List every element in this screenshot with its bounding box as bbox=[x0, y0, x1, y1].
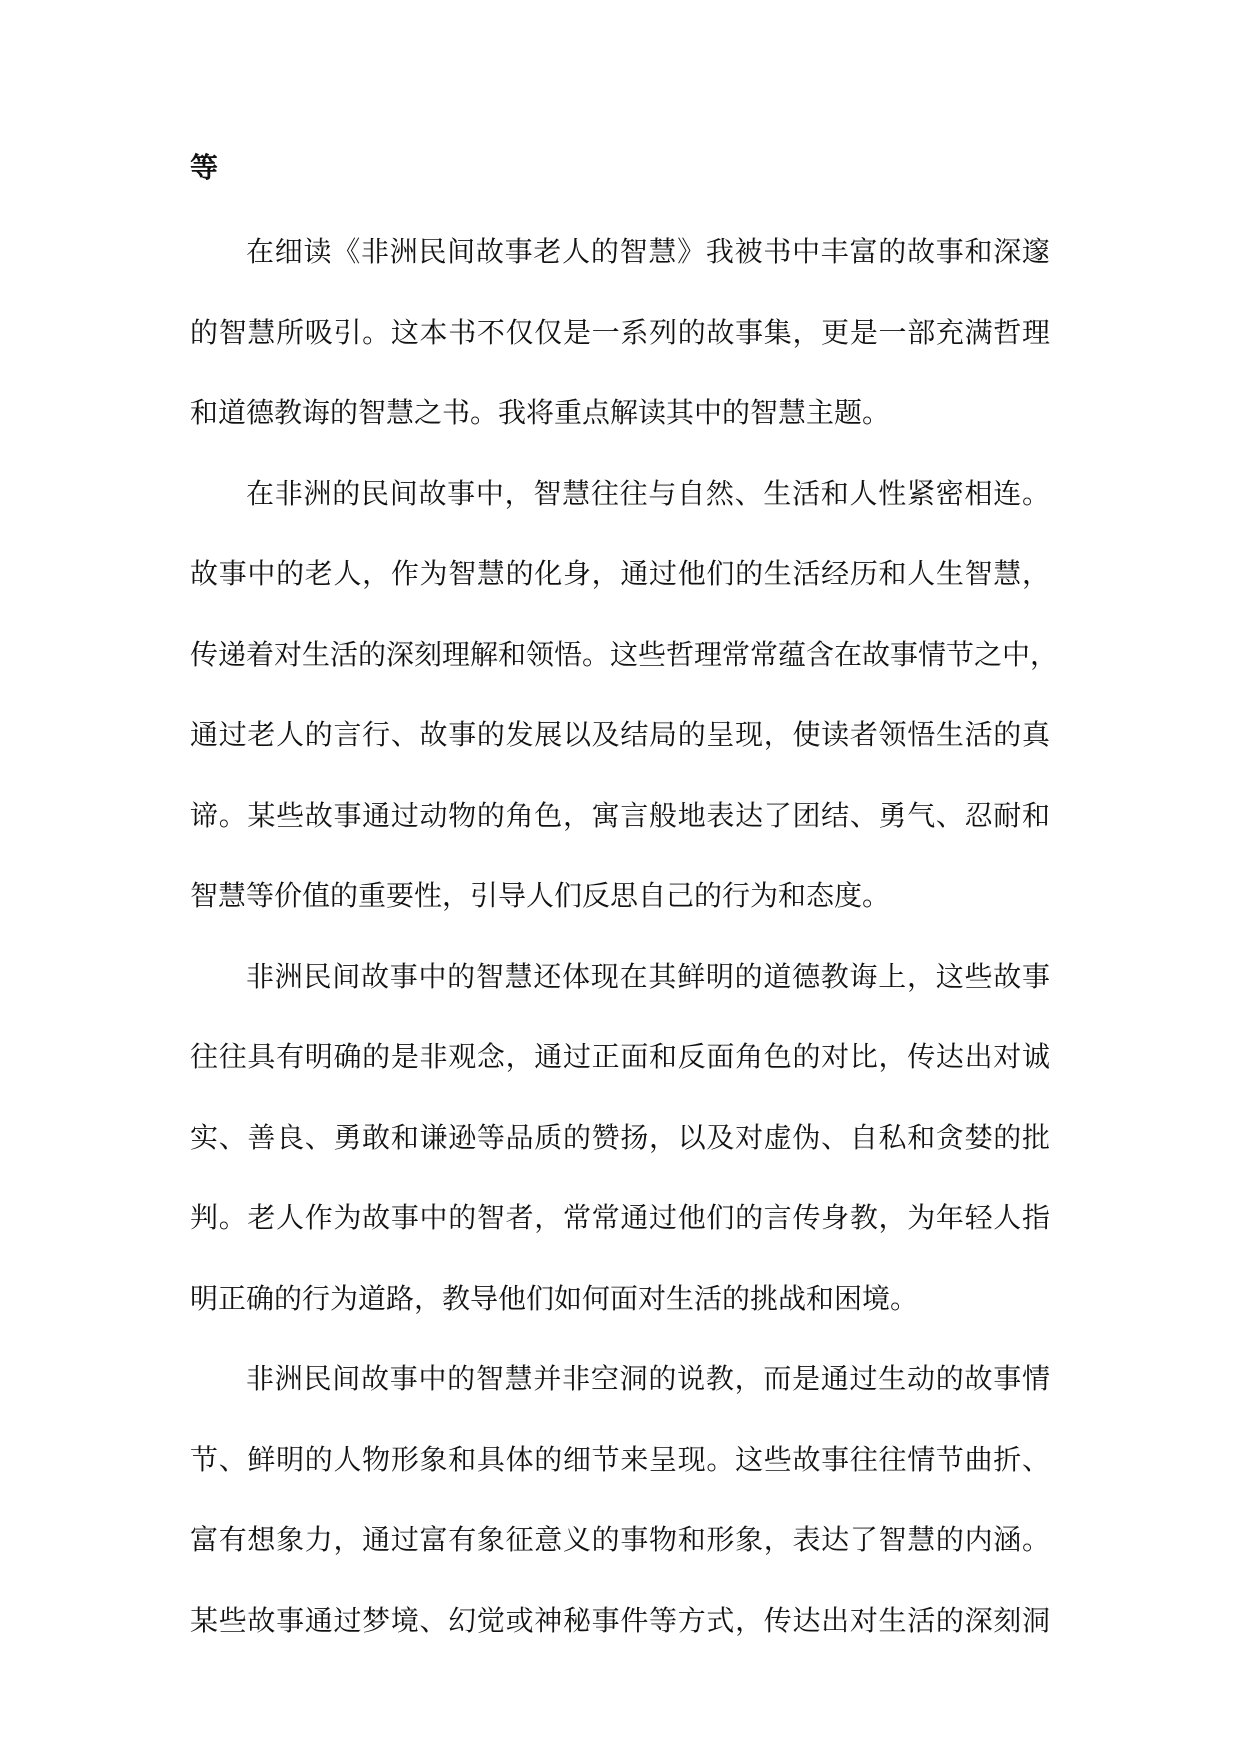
paragraph-line: 智慧等价值的重要性，引导人们反思自己的行为和态度。 bbox=[190, 879, 891, 912]
paragraph-3 bbox=[190, 937, 1050, 1340]
paragraph-line: 在细读《非洲民间故事老人的智慧》我被书中丰富的故事和深邃 bbox=[246, 235, 1050, 268]
paragraph-line: 和道德教诲的智慧之书。我将重点解读其中的智慧主题。 bbox=[190, 396, 891, 429]
paragraph-line: 节、鲜明的人物形象和具体的细节来呈现。这些故事往往情节曲折、 bbox=[190, 1442, 1050, 1476]
paragraph-line: 在非洲的民间故事中，智慧往往与自然、生活和人性紧密相连。 bbox=[246, 476, 1050, 510]
section-heading: 等 bbox=[190, 151, 219, 184]
paragraph-4 bbox=[190, 1339, 1050, 1661]
body-text bbox=[190, 212, 1059, 1661]
paragraph-line: 非洲民间故事中的智慧还体现在其鲜明的道德教诲上，这些故事 bbox=[246, 959, 1050, 993]
paragraph-1 bbox=[190, 212, 1050, 454]
paragraph-line: 故事中的老人，作为智慧的化身，通过他们的生活经历和人生智慧， bbox=[190, 557, 1050, 590]
paragraph-line: 非洲民间故事中的智慧并非空洞的说教，而是通过生动的故事情 bbox=[246, 1362, 1050, 1395]
paragraph-line: 明正确的行为道路，教导他们如何面对生活的挑战和困境。 bbox=[190, 1281, 919, 1315]
paragraph-line: 实、善良、勇敢和谦逊等品质的赞扬，以及对虚伪、自私和贪婪的批 bbox=[190, 1120, 1050, 1154]
paragraph-line: 的智慧所吸引。这本书不仅仅是一系列的故事集，更是一部充满哲理 bbox=[190, 315, 1050, 349]
paragraph-line: 通过老人的言行、故事的发展以及结局的呈现，使读者领悟生活的真 bbox=[190, 718, 1050, 751]
paragraph-line: 谛。某些故事通过动物的角色，寓言般地表达了团结、勇气、忍耐和 bbox=[190, 798, 1050, 832]
paragraph-line: 某些故事通过梦境、幻觉或神秘事件等方式，传达出对生活的深刻洞 bbox=[190, 1603, 1050, 1637]
paragraph-2 bbox=[190, 454, 1059, 937]
paragraph-line: 富有想象力，通过富有象征意义的事物和形象，表达了智慧的内涵。 bbox=[190, 1523, 1050, 1556]
paragraph-line: 传递着对生活的深刻理解和领悟。这些哲理常常蕴含在故事情节之中， bbox=[190, 637, 1059, 671]
paragraph-line: 判。老人作为故事中的智者，常常通过他们的言传身教，为年轻人指 bbox=[190, 1201, 1050, 1234]
paragraph-line: 往往具有明确的是非观念，通过正面和反面角色的对比，传达出对诚 bbox=[190, 1040, 1050, 1073]
